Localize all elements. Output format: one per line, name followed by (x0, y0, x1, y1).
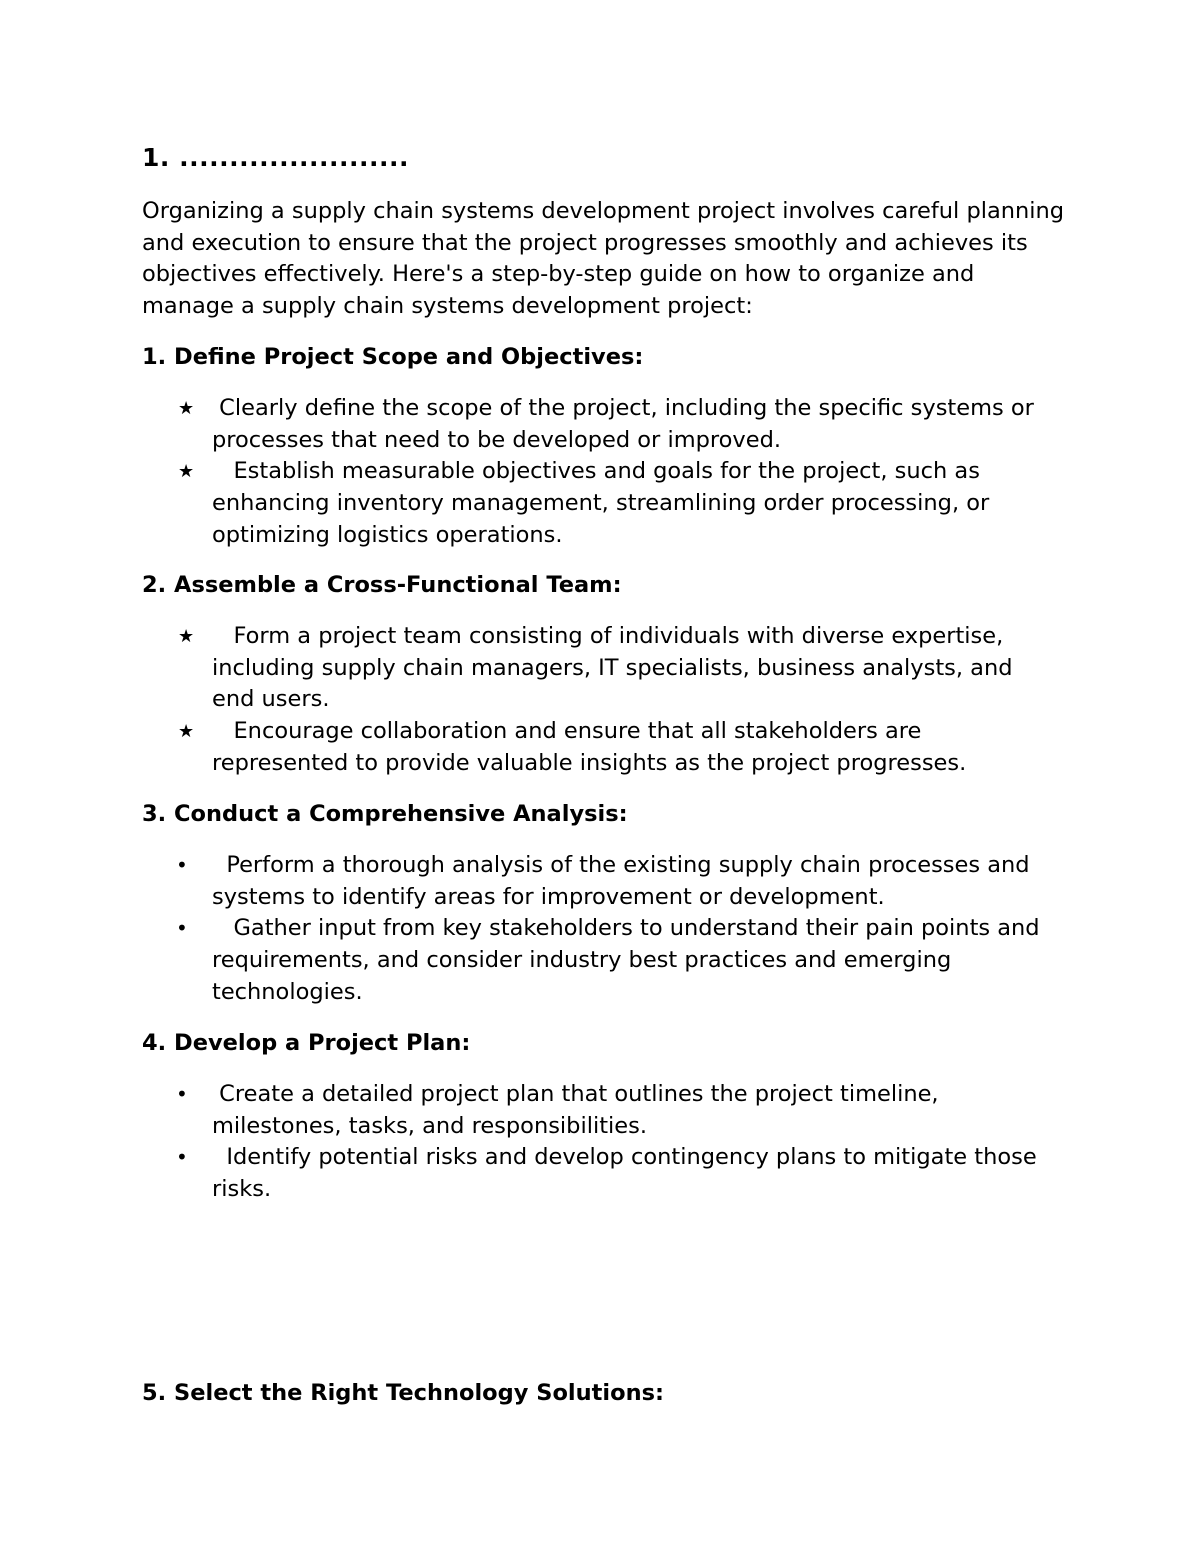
star-bullet-icon: ★ (178, 461, 195, 483)
section-4-list (0, 1079, 1100, 1206)
list-item (0, 913, 1062, 1008)
section-title-4: 4. Develop a Project Plan: (142, 1030, 471, 1056)
section-1-list (0, 393, 1100, 552)
top-heading: 1. ....................... (142, 143, 410, 172)
bullet-text: Gather input from key stakeholders to understand their pain points and requirements, and consider industry best practices and emerging technologies. (212, 915, 1047, 1005)
section-title-3: 3. Conduct a Comprehensive Analysis: (142, 801, 628, 827)
section-title-5: 5. Select the Right Technology Solutions: (142, 1380, 664, 1406)
star-bullet-icon: ★ (178, 626, 195, 647)
section-title-1: 1. Define Project Scope and Objectives: (142, 344, 644, 370)
bullet-text: Form a project team consisting of individuals with diverse expertise, including supply chain managers, IT specialists, business analysts, and end users. (212, 623, 1020, 713)
list-item (0, 393, 1062, 456)
list-item (0, 1142, 1062, 1205)
round-bullet-icon: • (176, 1145, 188, 1170)
list-item (0, 1079, 1062, 1142)
round-bullet-icon: • (176, 1082, 188, 1106)
bullet-text: Create a detailed project plan that outlines the project timeline, milestones, tasks, and responsibilities. (212, 1081, 946, 1139)
section-title-2: 2. Assemble a Cross-Functional Team: (142, 572, 622, 598)
list-item (0, 621, 1062, 716)
star-bullet-icon: ★ (178, 398, 195, 419)
list-item (0, 716, 1062, 779)
bullet-text: Encourage collaboration and ensure that all stakeholders are represented to provide valuable insights as the project progresses. (212, 718, 967, 776)
section-3-list (0, 850, 1100, 1009)
list-item (0, 456, 1062, 551)
round-bullet-icon: • (176, 916, 188, 941)
section-2-list (0, 621, 1100, 780)
star-bullet-icon: ★ (178, 721, 195, 743)
bullet-text: Clearly define the scope of the project, including the specific systems or processes that need to be developed or improved. (212, 395, 1042, 453)
bullet-text: Identify potential risks and develop contingency plans to mitigate those risks. (212, 1144, 1044, 1203)
bullet-text: Perform a thorough analysis of the existing supply chain processes and systems to identify areas for improvement or development. (212, 852, 1037, 910)
list-item (0, 850, 1062, 913)
intro-paragraph: Organizing a supply chain systems development project involves careful planning and execution to ensure that the project progresses smoothly and achieves its objectives effectively. Here's a step-by-step guide on how to organize and manage a supply chain systems development project: (142, 198, 1065, 320)
round-bullet-icon: • (176, 853, 188, 877)
bullet-text: Establish measurable objectives and goals for the project, such as enhancing inventory management, streamlining order processing, or optimizing logistics operations. (212, 458, 997, 548)
